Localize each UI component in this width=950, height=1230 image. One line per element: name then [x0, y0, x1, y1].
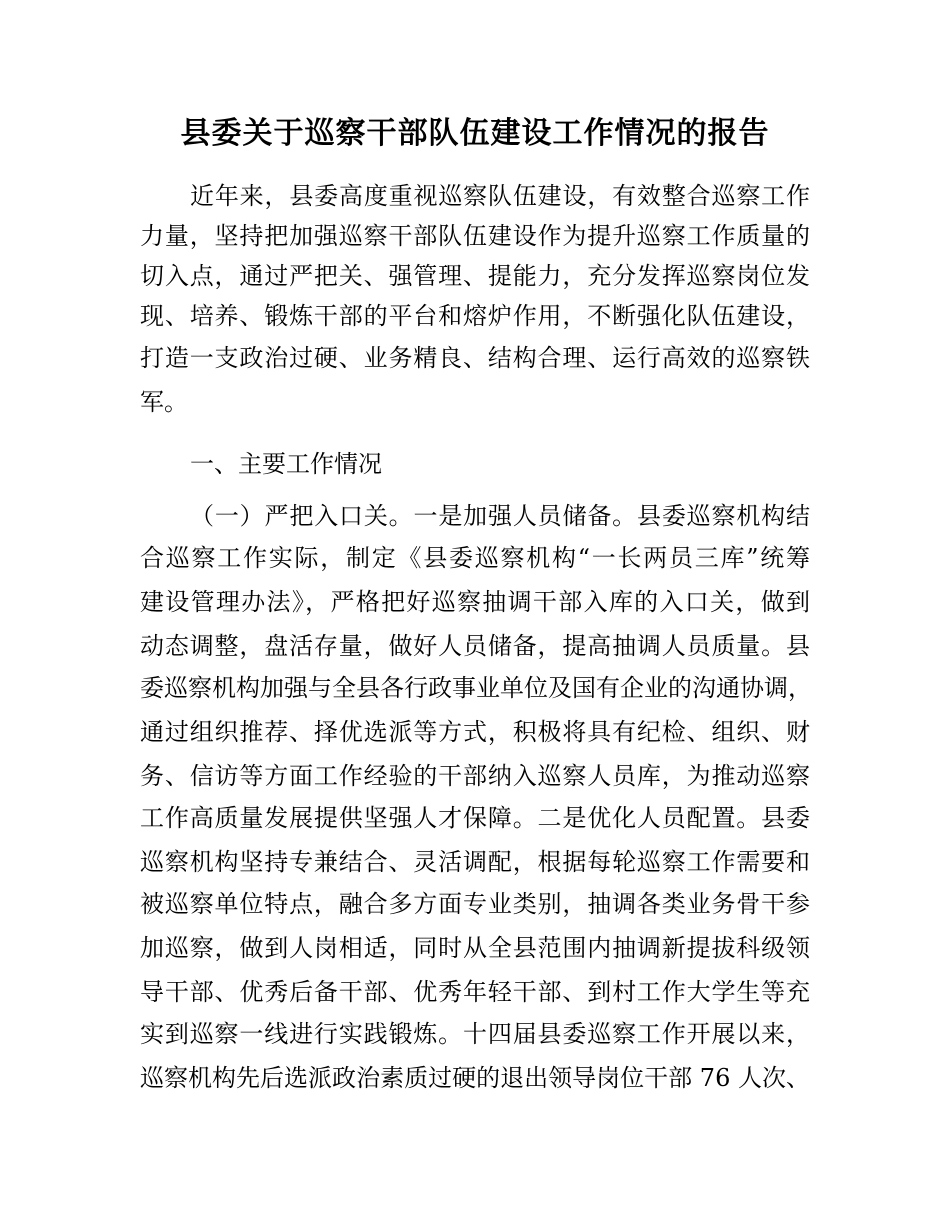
paragraph-line: 被巡察单位特点，融合多方面专业类别，抽调各类业务骨干参 [140, 890, 810, 918]
paragraph-line: 通过组织推荐、择优选派等方式，积极将具有纪检、组织、财 [140, 718, 810, 746]
paragraph-line: 近年来，县委高度重视巡察队伍建设，有效整合巡察工作 [190, 182, 810, 210]
paragraph-line: 军。 [140, 388, 188, 416]
paragraph-line: 打造一支政治过硬、业务精良、结构合理、运行高效的巡察铁 [140, 344, 810, 372]
paragraph-line: 力量，坚持把加强巡察干部队伍建设作为提升巡察工作质量的 [140, 222, 810, 250]
paragraph-line: 合巡察工作实际，制定《县委巡察机构“一长两员三库”统筹 [140, 544, 810, 572]
paragraph-line: 实到巡察一线进行实践锻炼。十四届县委巡察工作开展以来， [140, 1020, 810, 1048]
paragraph-line: 导干部、优秀后备干部、优秀年轻干部、到村工作大学生等充 [140, 978, 810, 1006]
paragraph-line: 动态调整，盘活存量，做好人员储备，提高抽调人员质量。县 [140, 632, 810, 660]
paragraph-line: 工作高质量发展提供坚强人才保障。二是优化人员配置。县委 [140, 804, 810, 832]
paragraph-line: 务、信访等方面工作经验的干部纳入巡察人员库，为推动巡察 [140, 762, 810, 790]
document-title: 县委关于巡察干部队伍建设工作情况的报告 [180, 116, 770, 151]
paragraph-line: 加巡察，做到人岗相适，同时从全县范围内抽调新提拔科级领 [140, 934, 810, 962]
paragraph-line: 现、培养、锻炼干部的平台和熔炉作用，不断强化队伍建设， [140, 302, 810, 330]
paragraph-line: 巡察机构先后选派政治素质过硬的退出领导岗位干部 76 人次、 [140, 1064, 810, 1092]
paragraph-line: （一）严把入口关。一是加强人员储备。县委巡察机构结 [190, 502, 810, 530]
paragraph-line: 巡察机构坚持专兼结合、灵活调配，根据每轮巡察工作需要和 [140, 848, 810, 876]
section-heading: 一、主要工作情况 [190, 450, 382, 478]
paragraph-line: 切入点，通过严把关、强管理、提能力，充分发挥巡察岗位发 [140, 262, 810, 290]
paragraph-line: 委巡察机构加强与全县各行政事业单位及国有企业的沟通协调， [140, 674, 812, 702]
paragraph-line: 建设管理办法》，严格把好巡察抽调干部入库的入口关，做到 [140, 588, 810, 616]
